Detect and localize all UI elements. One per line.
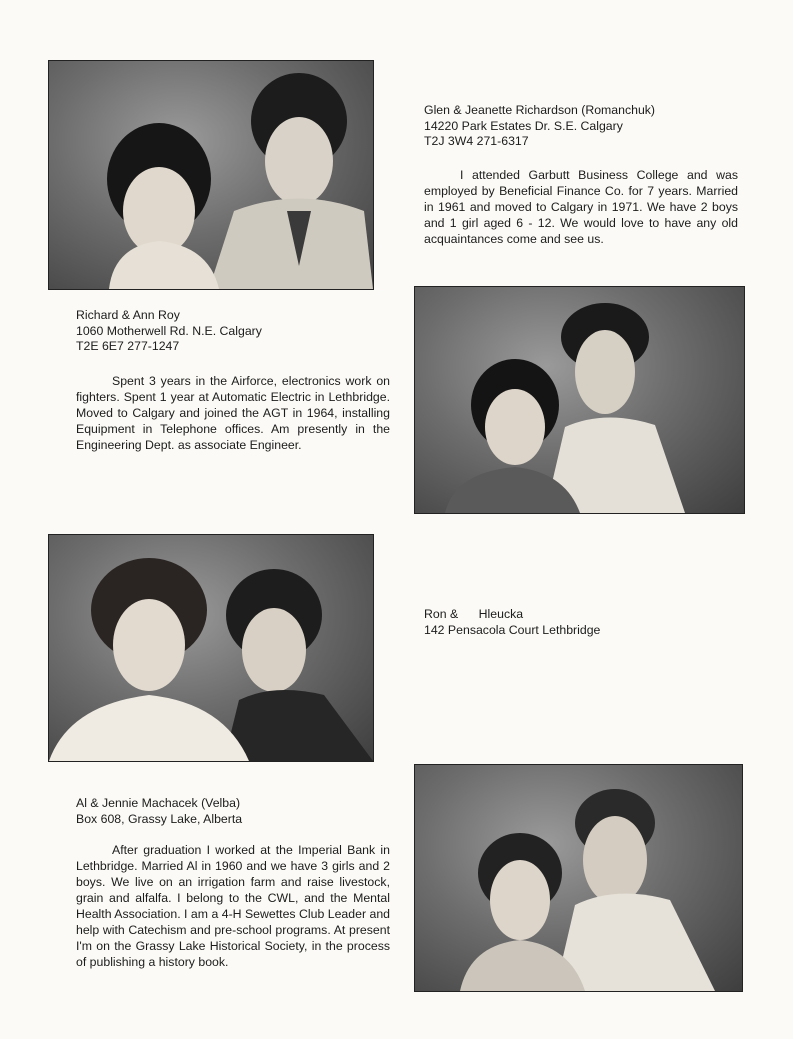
entry-richardson-header — [424, 103, 655, 150]
entry-address: Box 608, Grassy Lake, Alberta — [76, 811, 243, 826]
entry-address: 1060 Motherwell Rd. N.E. Calgary — [76, 323, 262, 338]
entry-bio: I attended Garbutt Business College and was employed by Beneficial Finance Co. for 7 years. Married in 1961 and moved to Calgary in 1971. We have 2 boys and 1 girl aged 6 - 12. We would love to have any old acquaintances come and see us. — [424, 168, 738, 246]
entry-address: 14220 Park Estates Dr. S.E. Calgary — [424, 118, 623, 133]
entry-bio: After graduation I worked at the Imperial Bank in Lethbridge. Married Al in 1960 and we have 3 girls and 2 boys. We live on an irrigation farm and raise livestock, grain and alfalfa. I belong to the CWL, and the Mental Health Association. I am a 4-H Sewettes Club Leader and help with Catechism and pre-school programs. At present I'm on the Grassy Lake Historical Society, in the process of publishing a history book. — [76, 843, 390, 969]
photo-richardson-couple — [48, 60, 374, 290]
photo-hleucka-couple — [414, 764, 743, 992]
entry-postal-phone: T2E 6E7 277-1247 — [76, 339, 180, 353]
entry-postal-phone: T2J 3W4 271-6317 — [424, 134, 529, 148]
photo-roy-couple — [414, 286, 745, 514]
entry-name: Richard & Ann Roy — [76, 308, 180, 322]
entry-name: Glen & Jeanette Richardson (Romanchuk) — [424, 103, 656, 117]
entry-bio: Spent 3 years in the Airforce, electronics work on fighters. Spent 1 year at Automatic Electric in Lethbridge. Moved to Calgary and joined the AGT in 1964, installing Equipment in Telephone offices. Am presently in the Engineering Dept. as associate Engineer. — [76, 374, 390, 452]
entry-machacek-header — [76, 796, 242, 827]
photo-machacek-couple — [48, 534, 374, 762]
entry-hleucka-header — [424, 607, 600, 638]
entry-name: Ron & Hleucka — [424, 607, 524, 621]
entry-roy-header — [76, 308, 262, 355]
entry-address: 142 Pensacola Court Lethbridge — [424, 622, 601, 637]
entry-name: Al & Jennie Machacek (Velba) — [76, 796, 241, 810]
